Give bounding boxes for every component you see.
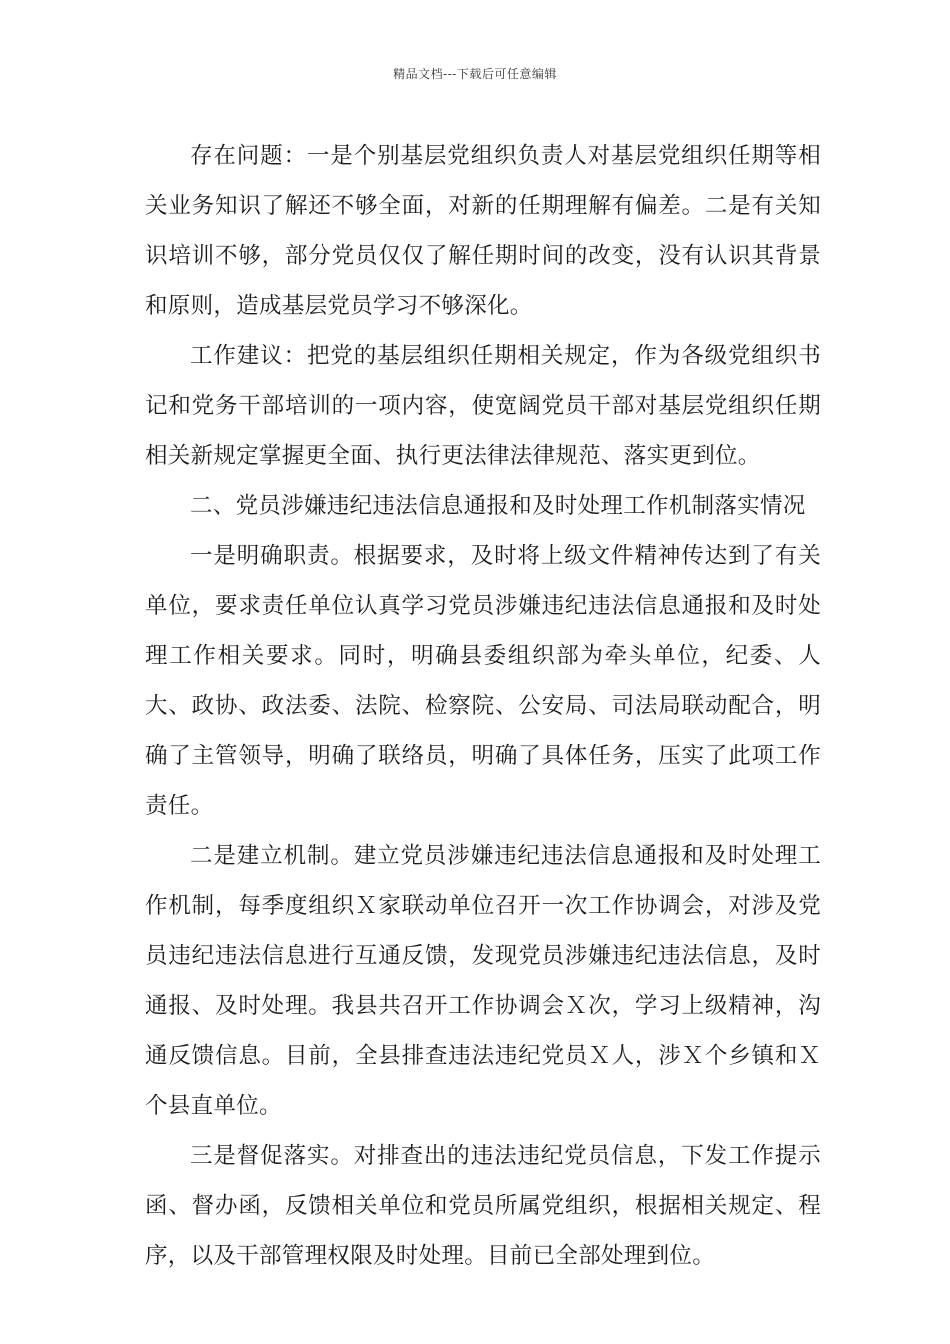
paragraph-responsibility: 一是明确职责。根据要求，及时将上级文件精神传达到了有关单位，要求责任单位认真学习党员涉嫌违纪违法信息通报和及时处理工作相关要求。同时，明确县委组织部为牵头单位，纪委、人大、政协、政法委、法院、检察院、公安局、司法局联动配合，明确了主管领导，明确了联络员，明确了具体任务，压实了此项工作责任。 bbox=[145, 543, 821, 819]
paragraph-implementation: 三是督促落实。对排查出的违法违纪党员信息，下发工作提示函、督办函，反馈相关单位和党员所属党组织，根据相关规定、程序，以及干部管理权限及时处理。目前已全部处理到位。 bbox=[145, 1143, 821, 1269]
document-body bbox=[145, 131, 821, 1281]
page-header: 精品文档---下载后可任意编辑 bbox=[393, 67, 557, 81]
paragraph-problems: 存在问题：一是个别基层党组织负责人对基层党组织任期等相关业务知识了解还不够全面，对新的任期理解有偏差。二是有关知识培训不够，部分党员仅仅了解任期时间的改变，没有认识其背景和原则，造成基层党员学习不够深化。 bbox=[145, 143, 821, 319]
paragraph-mechanism: 二是建立机制。建立党员涉嫌违纪违法信息通报和及时处理工作机制，每季度组织Ｘ家联动单位召开一次工作协调会，对涉及党员违纪违法信息进行互通反馈，发现党员涉嫌违纪违法信息，及时通报、及时处理。我县共召开工作协调会Ｘ次，学习上级精神，沟通反馈信息。目前，全县排查违法违纪党员Ｘ人，涉Ｘ个乡镇和Ｘ个县直单位。 bbox=[145, 843, 821, 1119]
paragraph-suggestions: 工作建议：把党的基层组织任期相关规定，作为各级党组织书记和党务干部培训的一项内容，使宽阔党员干部对基层党组织任期相关新规定掌握更全面、执行更法律法律规范、落实更到位。 bbox=[145, 343, 821, 469]
section-heading: 二、党员涉嫌违纪违法信息通报和及时处理工作机制落实情况 bbox=[190, 493, 806, 519]
